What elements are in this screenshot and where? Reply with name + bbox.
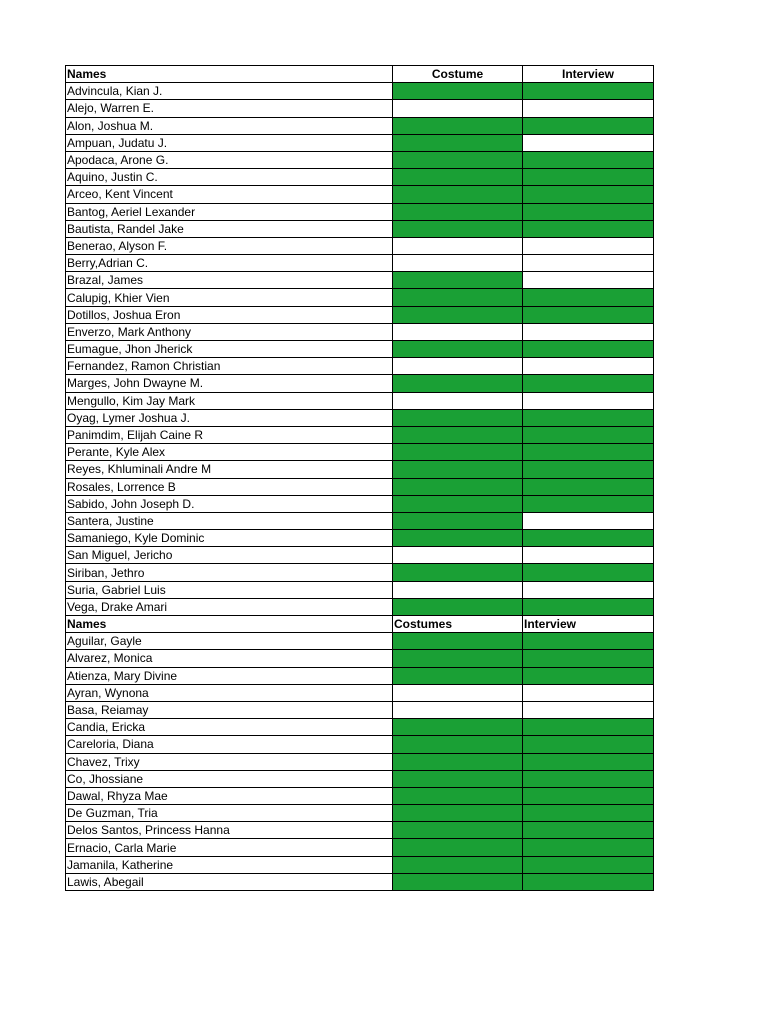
- table-row: [66, 169, 654, 186]
- costume-status-cell[interactable]: [393, 220, 523, 237]
- costume-status-cell[interactable]: [393, 134, 523, 151]
- costume-status-cell[interactable]: [393, 839, 523, 856]
- name-cell[interactable]: Dawal, Rhyza Mae: [66, 787, 393, 804]
- table-row: [66, 770, 654, 787]
- name-cell[interactable]: Reyes, Khluminali Andre M: [66, 461, 393, 478]
- name-cell[interactable]: Fernandez, Ramon Christian: [66, 358, 393, 375]
- interview-status-cell[interactable]: [523, 117, 654, 134]
- costume-status-cell[interactable]: [393, 598, 523, 615]
- name-cell[interactable]: Samaniego, Kyle Dominic: [66, 530, 393, 547]
- name-cell[interactable]: Arceo, Kent Vincent: [66, 186, 393, 203]
- name-cell[interactable]: Sabido, John Joseph D.: [66, 495, 393, 512]
- name-cell[interactable]: Eumague, Jhon Jherick: [66, 341, 393, 358]
- interview-status-cell[interactable]: [523, 272, 654, 289]
- name-cell[interactable]: Mengullo, Kim Jay Mark: [66, 392, 393, 409]
- costume-status-cell[interactable]: [393, 873, 523, 890]
- table-row: [66, 564, 654, 581]
- name-cell[interactable]: Dotillos, Joshua Eron: [66, 306, 393, 323]
- interview-status-cell[interactable]: [523, 186, 654, 203]
- interview-status-cell[interactable]: [523, 426, 654, 443]
- table-row: [66, 134, 654, 151]
- table-row: [66, 581, 654, 598]
- costume-status-cell[interactable]: [393, 186, 523, 203]
- table-row: [66, 409, 654, 426]
- name-cell[interactable]: Basa, Reiamay: [66, 701, 393, 718]
- interview-status-cell[interactable]: [523, 633, 654, 650]
- table-row: [66, 598, 654, 615]
- name-cell[interactable]: De Guzman, Tria: [66, 805, 393, 822]
- name-cell[interactable]: Benerao, Alyson F.: [66, 237, 393, 254]
- table-row: [66, 306, 654, 323]
- costume-status-cell[interactable]: [393, 684, 523, 701]
- name-cell[interactable]: Bantog, Aeriel Lexander: [66, 203, 393, 220]
- interview-status-cell[interactable]: [523, 255, 654, 272]
- costume-status-cell[interactable]: [393, 547, 523, 564]
- name-cell[interactable]: Enverzo, Mark Anthony: [66, 323, 393, 340]
- costume-header[interactable]: Costumes: [393, 616, 523, 633]
- costume-status-cell[interactable]: [393, 100, 523, 117]
- interview-status-cell[interactable]: [523, 83, 654, 100]
- costume-status-cell[interactable]: [393, 409, 523, 426]
- table-row: [66, 633, 654, 650]
- table-row: [66, 736, 654, 753]
- name-cell[interactable]: Alvarez, Monica: [66, 650, 393, 667]
- costume-status-cell[interactable]: [393, 667, 523, 684]
- name-cell[interactable]: San Miguel, Jericho: [66, 547, 393, 564]
- name-cell[interactable]: Delos Santos, Princess Hanna: [66, 822, 393, 839]
- costume-status-cell[interactable]: [393, 237, 523, 254]
- table-row: [66, 426, 654, 443]
- table-row: [66, 83, 654, 100]
- name-cell[interactable]: Lawis, Abegail: [66, 873, 393, 890]
- table-row: [66, 753, 654, 770]
- costume-header[interactable]: Costume: [393, 66, 523, 83]
- name-cell[interactable]: Marges, John Dwayne M.: [66, 375, 393, 392]
- interview-status-cell[interactable]: [523, 169, 654, 186]
- table-row: [66, 117, 654, 134]
- interview-status-cell[interactable]: [523, 203, 654, 220]
- table-row: [66, 289, 654, 306]
- header-row: [66, 616, 654, 633]
- name-cell[interactable]: Vega, Drake Amari: [66, 598, 393, 615]
- costume-status-cell[interactable]: [393, 650, 523, 667]
- interview-status-cell[interactable]: [523, 530, 654, 547]
- costume-status-cell[interactable]: [393, 701, 523, 718]
- interview-status-cell[interactable]: [523, 581, 654, 598]
- interview-status-cell[interactable]: [523, 805, 654, 822]
- table-row: [66, 272, 654, 289]
- costume-status-cell[interactable]: [393, 736, 523, 753]
- costume-status-cell[interactable]: [393, 83, 523, 100]
- costume-status-cell[interactable]: [393, 323, 523, 340]
- name-cell[interactable]: Panimdim, Elijah Caine R: [66, 426, 393, 443]
- table-row: [66, 203, 654, 220]
- costume-status-cell[interactable]: [393, 530, 523, 547]
- interview-status-cell[interactable]: [523, 564, 654, 581]
- costume-status-cell[interactable]: [393, 478, 523, 495]
- name-cell[interactable]: Ayran, Wynona: [66, 684, 393, 701]
- table-row: [66, 375, 654, 392]
- spreadsheet-body: [66, 66, 654, 891]
- costume-status-cell[interactable]: [393, 770, 523, 787]
- costume-status-cell[interactable]: [393, 719, 523, 736]
- costume-status-cell[interactable]: [393, 272, 523, 289]
- interview-status-cell[interactable]: [523, 822, 654, 839]
- costume-status-cell[interactable]: [393, 856, 523, 873]
- costume-status-cell[interactable]: [393, 306, 523, 323]
- name-cell[interactable]: Candia, Ericka: [66, 719, 393, 736]
- interview-status-cell[interactable]: [523, 736, 654, 753]
- table-row: [66, 341, 654, 358]
- interview-status-cell[interactable]: [523, 461, 654, 478]
- interview-status-cell[interactable]: [523, 220, 654, 237]
- interview-status-cell[interactable]: [523, 753, 654, 770]
- interview-status-cell[interactable]: [523, 323, 654, 340]
- table-row: [66, 839, 654, 856]
- name-cell[interactable]: Ampuan, Judatu J.: [66, 134, 393, 151]
- costume-status-cell[interactable]: [393, 633, 523, 650]
- name-cell[interactable]: Bautista, Randel Jake: [66, 220, 393, 237]
- interview-status-cell[interactable]: [523, 512, 654, 529]
- table-row: [66, 719, 654, 736]
- table-row: [66, 701, 654, 718]
- interview-status-cell[interactable]: [523, 667, 654, 684]
- costume-status-cell[interactable]: [393, 787, 523, 804]
- table-row: [66, 392, 654, 409]
- table-row: [66, 461, 654, 478]
- interview-status-cell[interactable]: [523, 787, 654, 804]
- table-row: [66, 444, 654, 461]
- table-row: [66, 667, 654, 684]
- name-cell[interactable]: Co, Jhossiane: [66, 770, 393, 787]
- table-row: [66, 650, 654, 667]
- interview-status-cell[interactable]: [523, 856, 654, 873]
- table-row: [66, 100, 654, 117]
- costume-status-cell[interactable]: [393, 203, 523, 220]
- name-cell[interactable]: Aquino, Justin C.: [66, 169, 393, 186]
- name-cell[interactable]: Ernacio, Carla Marie: [66, 839, 393, 856]
- table-row: [66, 856, 654, 873]
- interview-status-cell[interactable]: [523, 100, 654, 117]
- costume-status-cell[interactable]: [393, 512, 523, 529]
- costume-status-cell[interactable]: [393, 169, 523, 186]
- table-row: [66, 151, 654, 168]
- table-row: [66, 684, 654, 701]
- interview-status-cell[interactable]: [523, 650, 654, 667]
- costume-status-cell[interactable]: [393, 805, 523, 822]
- interview-status-cell[interactable]: [523, 375, 654, 392]
- interview-status-cell[interactable]: [523, 478, 654, 495]
- name-cell[interactable]: Apodaca, Arone G.: [66, 151, 393, 168]
- interview-status-cell[interactable]: [523, 839, 654, 856]
- costume-status-cell[interactable]: [393, 426, 523, 443]
- table-row: [66, 358, 654, 375]
- name-cell[interactable]: Careloria, Diana: [66, 736, 393, 753]
- name-cell[interactable]: Brazal, James: [66, 272, 393, 289]
- interview-status-cell[interactable]: [523, 237, 654, 254]
- costume-status-cell[interactable]: [393, 753, 523, 770]
- interview-status-cell[interactable]: [523, 409, 654, 426]
- header-row: [66, 66, 654, 83]
- table-row: [66, 495, 654, 512]
- costume-status-cell[interactable]: [393, 564, 523, 581]
- interview-status-cell[interactable]: [523, 495, 654, 512]
- names-header[interactable]: Names: [66, 616, 393, 633]
- costume-status-cell[interactable]: [393, 461, 523, 478]
- interview-status-cell[interactable]: [523, 719, 654, 736]
- costume-status-cell[interactable]: [393, 375, 523, 392]
- costume-status-cell[interactable]: [393, 358, 523, 375]
- costume-status-cell[interactable]: [393, 444, 523, 461]
- table-row: [66, 822, 654, 839]
- table-row: [66, 530, 654, 547]
- names-header[interactable]: Names: [66, 66, 393, 83]
- interview-status-cell[interactable]: [523, 341, 654, 358]
- name-cell[interactable]: Berry,Adrian C.: [66, 255, 393, 272]
- interview-status-cell[interactable]: [523, 684, 654, 701]
- table-row: [66, 323, 654, 340]
- name-cell[interactable]: Alejo, Warren E.: [66, 100, 393, 117]
- table-row: [66, 873, 654, 890]
- interview-header[interactable]: Interview: [523, 66, 654, 83]
- interview-status-cell[interactable]: [523, 289, 654, 306]
- name-cell[interactable]: Oyag, Lymer Joshua J.: [66, 409, 393, 426]
- costume-status-cell[interactable]: [393, 495, 523, 512]
- name-cell[interactable]: Rosales, Lorrence B: [66, 478, 393, 495]
- table-row: [66, 512, 654, 529]
- name-cell[interactable]: Aguilar, Gayle: [66, 633, 393, 650]
- interview-status-cell[interactable]: [523, 134, 654, 151]
- table-row: [66, 237, 654, 254]
- costume-status-cell[interactable]: [393, 341, 523, 358]
- name-cell[interactable]: Suria, Gabriel Luis: [66, 581, 393, 598]
- table-row: [66, 255, 654, 272]
- interview-status-cell[interactable]: [523, 358, 654, 375]
- name-cell[interactable]: Alon, Joshua M.: [66, 117, 393, 134]
- table-row: [66, 805, 654, 822]
- costume-status-cell[interactable]: [393, 392, 523, 409]
- interview-status-cell[interactable]: [523, 701, 654, 718]
- costume-status-cell[interactable]: [393, 822, 523, 839]
- name-cell[interactable]: Siriban, Jethro: [66, 564, 393, 581]
- costume-status-cell[interactable]: [393, 581, 523, 598]
- interview-status-cell[interactable]: [523, 598, 654, 615]
- interview-status-cell[interactable]: [523, 306, 654, 323]
- name-cell[interactable]: Advincula, Kian J.: [66, 83, 393, 100]
- name-cell[interactable]: Atienza, Mary Divine: [66, 667, 393, 684]
- interview-status-cell[interactable]: [523, 873, 654, 890]
- costume-status-cell[interactable]: [393, 117, 523, 134]
- interview-status-cell[interactable]: [523, 151, 654, 168]
- table-row: [66, 547, 654, 564]
- interview-status-cell[interactable]: [523, 444, 654, 461]
- name-cell[interactable]: Chavez, Trixy: [66, 753, 393, 770]
- name-cell[interactable]: Calupig, Khier Vien: [66, 289, 393, 306]
- costume-status-cell[interactable]: [393, 151, 523, 168]
- interview-header[interactable]: Interview: [523, 616, 654, 633]
- interview-status-cell[interactable]: [523, 547, 654, 564]
- name-cell[interactable]: Santera, Justine: [66, 512, 393, 529]
- table-row: [66, 220, 654, 237]
- table-row: [66, 478, 654, 495]
- costume-status-cell[interactable]: [393, 255, 523, 272]
- spreadsheet-table: [65, 65, 654, 891]
- interview-status-cell[interactable]: [523, 770, 654, 787]
- table-row: [66, 787, 654, 804]
- name-cell[interactable]: Jamanila, Katherine: [66, 856, 393, 873]
- interview-status-cell[interactable]: [523, 392, 654, 409]
- name-cell[interactable]: Perante, Kyle Alex: [66, 444, 393, 461]
- costume-status-cell[interactable]: [393, 289, 523, 306]
- table-row: [66, 186, 654, 203]
